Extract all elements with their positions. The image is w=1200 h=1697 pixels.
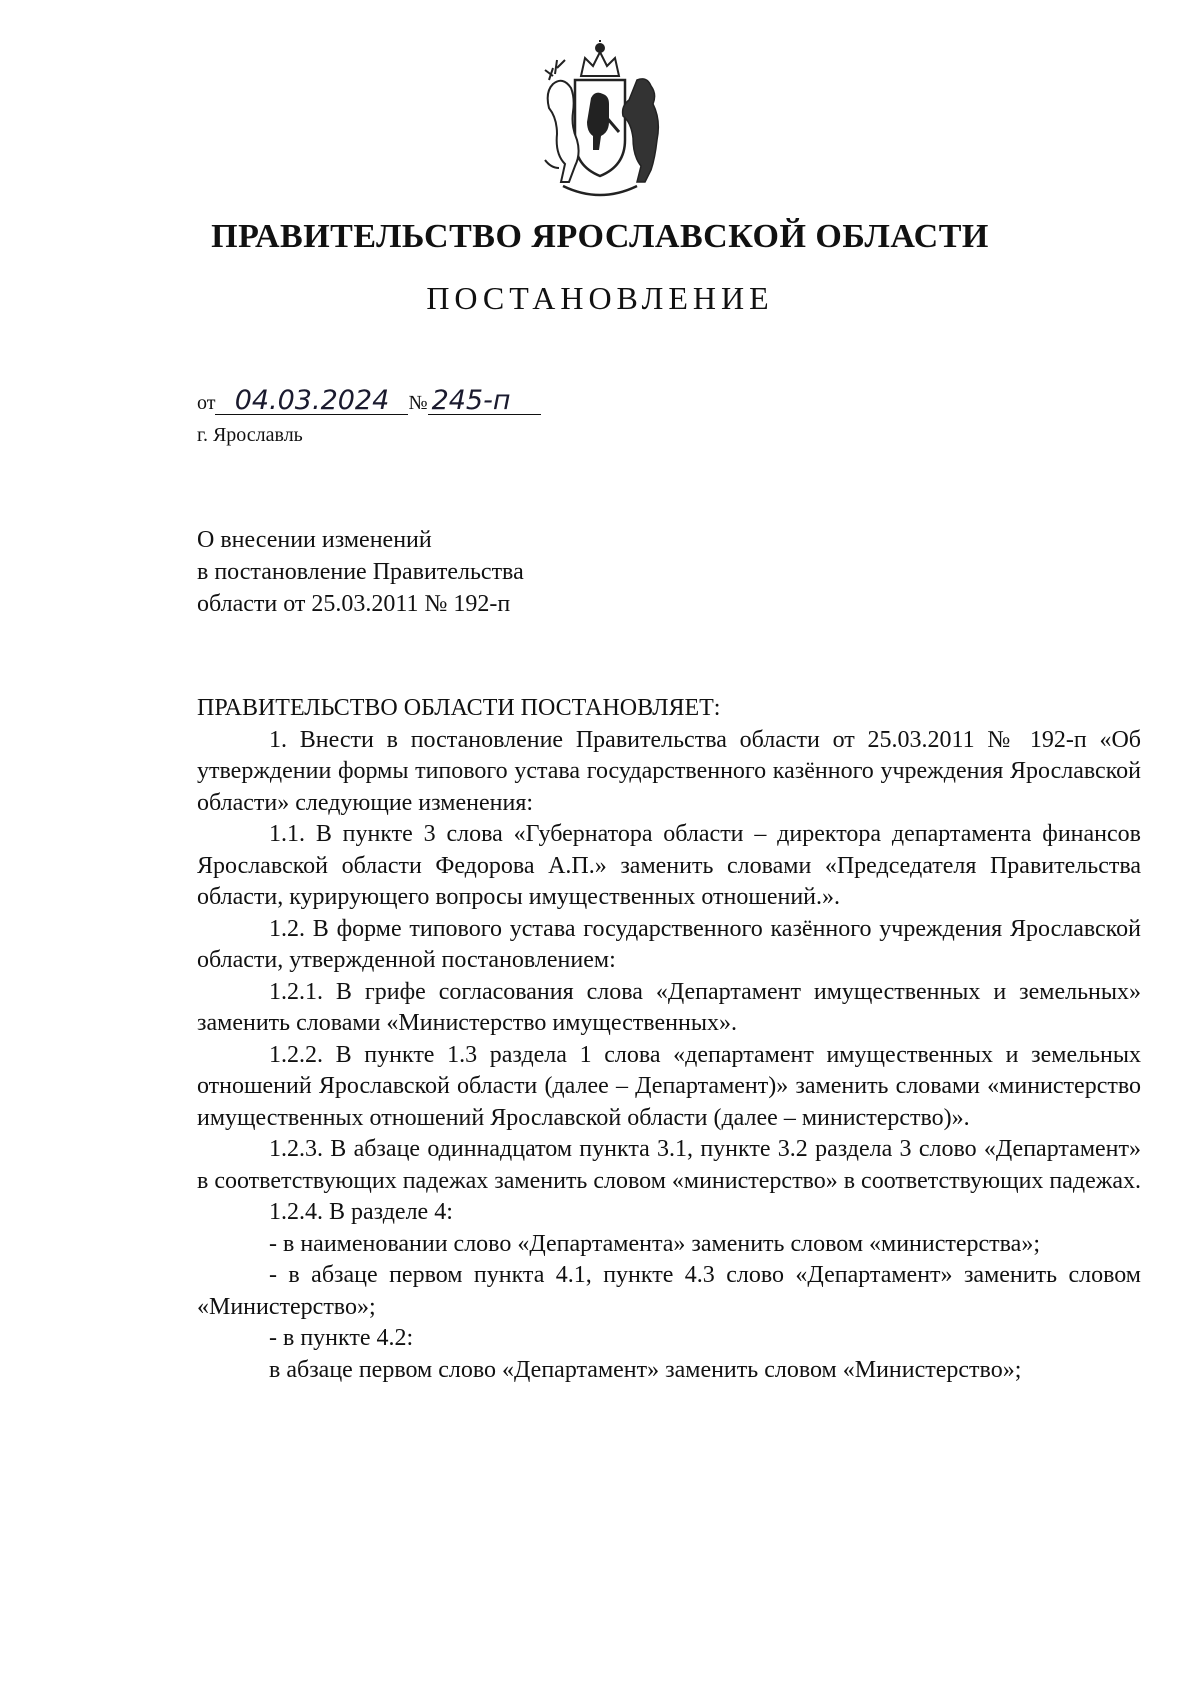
organization-title: ПРАВИТЕЛЬСТВО ЯРОСЛАВСКОЙ ОБЛАСТИ	[211, 218, 989, 255]
document-date: 04.03.2024	[215, 388, 408, 415]
subject-line: области от 25.03.2011 № 192-п	[197, 591, 511, 617]
paragraph: - в наименовании слово «Департамента» заменить словом «министерства»;	[269, 1230, 1040, 1257]
paragraph: 1.2.3. В абзаце одиннадцатом пункта 3.1, пункте 3.2 раздела 3 слово «Департамент» в соответствующих падежах заменить словом «министерство» в соответствующих падежах.	[197, 1136, 1142, 1194]
document-body	[197, 693, 1141, 1386]
date-number-line	[197, 385, 541, 416]
number-prefix: №	[408, 392, 428, 414]
paragraph: 1.1. В пункте 3 слова «Губернатора области – директора департамента финансов Ярославской области Федорова А.П.» заменить словами «Председателя Правительства области, курирующего вопросы имущественных отношений.».	[197, 821, 1141, 910]
city: г. Ярославль	[197, 424, 303, 446]
document-subject	[197, 524, 524, 620]
paragraph: 1.2.4. В разделе 4:	[269, 1199, 453, 1225]
paragraph: 1. Внести в постановление Правительства области от 25.03.2011 № 192-п «Об утверждении формы типового устава государственного казённого учреждения Ярославской области» следующие изменения:	[197, 726, 1141, 816]
paragraph: - в пункте 4.2:	[269, 1325, 414, 1351]
document-number: 245-п	[428, 388, 541, 415]
subject-line: О внесении изменений	[197, 527, 432, 553]
date-prefix: от	[197, 392, 216, 414]
paragraph: 1.2. В форме типового устава государственного казённого учреждения Ярославской области, утвержденной постановлением:	[197, 915, 1141, 973]
paragraph: 1.2.2. В пункте 1.3 раздела 1 слова «департамент имущественных и земельных отношений Ярославской области (далее – Департамент)» заменить словами «министерство имущественных отношений Ярославской области (далее – министерство)».	[197, 1041, 1141, 1131]
paragraph: - в абзаце первом пункта 4.1, пункте 4.3 слово «Департамент» заменить словом «Министерство»;	[197, 1262, 1141, 1320]
subject-line: в постановление Правительства	[197, 559, 524, 585]
document-type: ПОСТАНОВЛЕНИЕ	[426, 280, 774, 316]
paragraph: в абзаце первом слово «Департамент» заменить словом «Министерство»;	[269, 1356, 1022, 1383]
coat-of-arms-icon	[533, 40, 667, 200]
paragraph: 1.2.1. В грифе согласования слова «Департамент имущественных и земельных» заменить словами «Министерство имущественных».	[197, 978, 1141, 1036]
resolution-lead: ПРАВИТЕЛЬСТВО ОБЛАСТИ ПОСТАНОВЛЯЕТ:	[197, 695, 721, 721]
